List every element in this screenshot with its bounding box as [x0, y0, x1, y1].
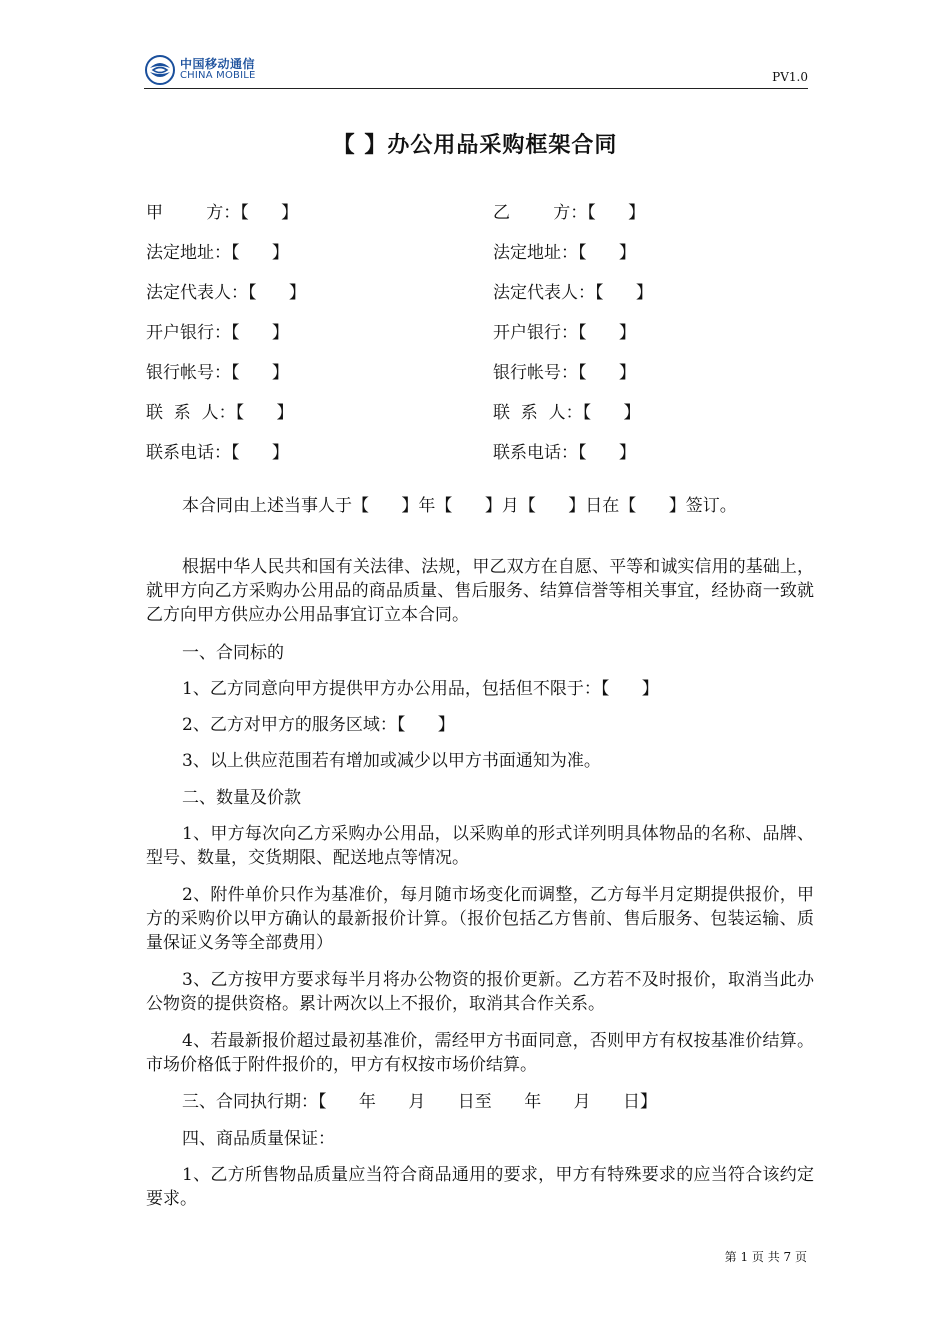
logo-chinese-text: 中国移动通信 [180, 57, 256, 71]
clause-2-2: 2、附件单价只作为基准价，每月随市场变化而调整，乙方每半月定期提供报价，甲方的采购价以甲方确认的最新报价计算。（报价包括乙方售前、售后服务、包装运输、质量保证义务等全部费用） [146, 885, 814, 953]
clause-1-2: 2、乙方对甲方的服务区域：【 】 [182, 715, 455, 735]
preamble-paragraph: 根据中华人民共和国有关法律、法规，甲乙双方在自愿、平等和诚实信用的基础上，就甲方向乙方采购办公用品的商品质量、售后服务、结算信誉等相关事宜，经协商一致就乙方向甲方供应办公用品事宜订立本合同。 [146, 557, 814, 625]
signing-statement: 本合同由上述当事人于【 】年【 】月【 】日在【 】签订。 [182, 496, 737, 516]
page-number: 第 1 页 共 7 页 [724, 1250, 807, 1264]
china-mobile-logo [144, 54, 256, 86]
contract-title: 【 】办公用品采购框架合同 [332, 133, 618, 158]
party-a-representative: 法定代表人：【 】 [146, 283, 306, 303]
logo-english-text: CHINA MOBILE [180, 70, 256, 81]
party-b-address: 法定地址：【 】 [493, 243, 636, 263]
clause-2-1: 1、甲方每次向乙方采购办公用品，以采购单的形式详列明具体物品的名称、品牌、型号、数量，交货期限、配送地点等情况。 [146, 824, 814, 868]
party-b-name: 乙 方：【 】 [493, 203, 646, 223]
party-a-contact: 联 系 人：【 】 [146, 403, 294, 423]
party-b-representative: 法定代表人：【 】 [493, 283, 653, 303]
document-version: PV1.0 [772, 70, 808, 84]
section-heading-quality: 四、商品质量保证： [182, 1129, 335, 1149]
clause-1-3: 3、以上供应范围若有增加或减少以甲方书面通知为准。 [182, 751, 601, 771]
china-mobile-logo-icon [144, 54, 176, 86]
section-heading-term: 三、合同执行期：【 年 月 日至 年 月 日】 [182, 1092, 658, 1112]
party-a-bank: 开户银行：【 】 [146, 323, 289, 343]
page-header [144, 50, 808, 89]
clause-4-1: 1、乙方所售物品质量应当符合商品通用的要求，甲方有特殊要求的应当符合该约定要求。 [146, 1165, 814, 1209]
party-b-contact: 联 系 人：【 】 [493, 403, 641, 423]
party-a-address: 法定地址：【 】 [146, 243, 289, 263]
party-b-phone: 联系电话：【 】 [493, 443, 636, 463]
party-a-phone: 联系电话：【 】 [146, 443, 289, 463]
section-heading-quantity-price: 二、数量及价款 [182, 788, 301, 808]
party-a-name: 甲 方：【 】 [146, 203, 299, 223]
clause-1-1: 1、乙方同意向甲方提供甲方办公用品，包括但不限于：【 】 [182, 679, 659, 699]
party-b-bank: 开户银行：【 】 [493, 323, 636, 343]
clause-2-3: 3、乙方按甲方要求每半月将办公物资的报价更新。乙方若不及时报价，取消当此办公物资的提供资格。累计两次以上不报价，取消其合作关系。 [146, 970, 814, 1014]
clause-2-4: 4、若最新报价超过最初基准价，需经甲方书面同意，否则甲方有权按基准价结算。市场价格低于附件报价的，甲方有权按市场价结算。 [146, 1031, 814, 1075]
section-heading-subject: 一、合同标的 [182, 643, 284, 663]
party-a-account: 银行帐号：【 】 [146, 363, 289, 383]
party-b-account: 银行帐号：【 】 [493, 363, 636, 383]
